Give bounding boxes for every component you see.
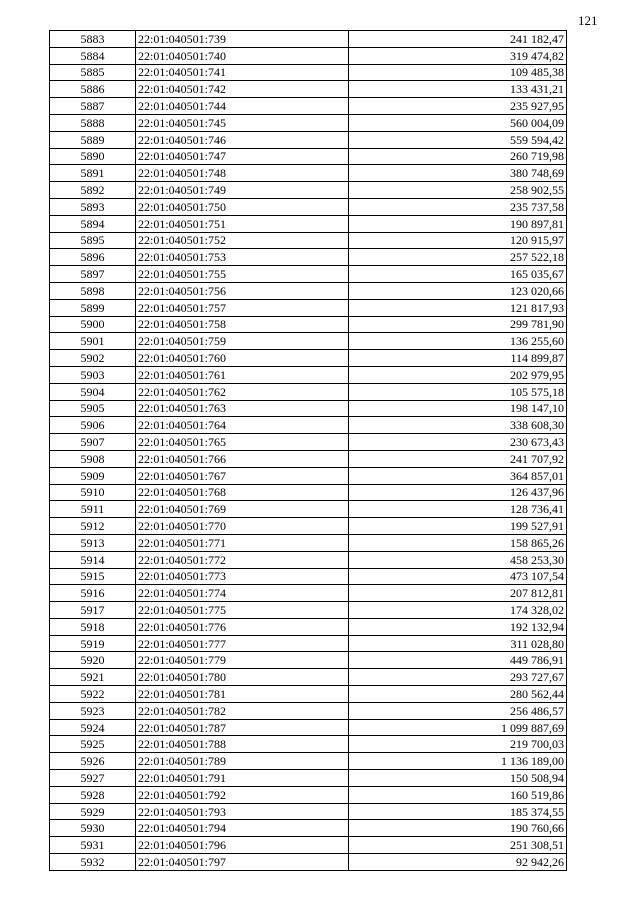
row-number-cell: 5926	[50, 753, 136, 770]
cadastral-number-cell: 22:01:040501:768	[136, 484, 349, 501]
table-row	[50, 669, 567, 686]
table-row	[50, 534, 567, 551]
row-number-cell: 5889	[50, 131, 136, 148]
cadastral-value-cell: 192 132,94	[349, 618, 567, 635]
cadastral-number-cell: 22:01:040501:764	[136, 417, 349, 434]
row-number-cell: 5906	[50, 417, 136, 434]
cadastral-number-cell: 22:01:040501:755	[136, 266, 349, 283]
cadastral-number-cell: 22:01:040501:792	[136, 786, 349, 803]
cadastral-number-cell: 22:01:040501:772	[136, 551, 349, 568]
cadastral-value-cell: 174 328,02	[349, 602, 567, 619]
cadastral-number-cell: 22:01:040501:769	[136, 501, 349, 518]
row-number-cell: 5905	[50, 400, 136, 417]
cadastral-value-cell: 241 182,47	[349, 31, 567, 48]
cadastral-number-cell: 22:01:040501:741	[136, 64, 349, 81]
cadastral-number-cell: 22:01:040501:775	[136, 602, 349, 619]
row-number-cell: 5914	[50, 551, 136, 568]
row-number-cell: 5886	[50, 81, 136, 98]
table-row	[50, 316, 567, 333]
cadastral-number-cell: 22:01:040501:794	[136, 820, 349, 837]
cadastral-number-cell: 22:01:040501:747	[136, 148, 349, 165]
row-number-cell: 5895	[50, 232, 136, 249]
cadastral-value-cell: 123 020,66	[349, 282, 567, 299]
table-row	[50, 165, 567, 182]
row-number-cell: 5920	[50, 652, 136, 669]
row-number-cell: 5925	[50, 736, 136, 753]
cadastral-value-cell: 160 519,86	[349, 786, 567, 803]
cadastral-number-cell: 22:01:040501:791	[136, 770, 349, 787]
cadastral-value-cell: 121 817,93	[349, 299, 567, 316]
cadastral-value-cell: 190 760,66	[349, 820, 567, 837]
cadastral-value-cell: 559 594,42	[349, 131, 567, 148]
cadastral-value-cell: 92 942,26	[349, 854, 567, 871]
cadastral-number-cell: 22:01:040501:745	[136, 114, 349, 131]
row-number-cell: 5894	[50, 215, 136, 232]
cadastral-value-cell: 219 700,03	[349, 736, 567, 753]
cadastral-value-cell: 258 902,55	[349, 182, 567, 199]
table-body	[50, 31, 567, 871]
cadastral-value-cell: 293 727,67	[349, 669, 567, 686]
cadastral-value-cell: 364 857,01	[349, 467, 567, 484]
row-number-cell: 5884	[50, 47, 136, 64]
cadastral-number-cell: 22:01:040501:788	[136, 736, 349, 753]
cadastral-number-cell: 22:01:040501:765	[136, 434, 349, 451]
table-row	[50, 383, 567, 400]
table-row	[50, 114, 567, 131]
cadastral-number-cell: 22:01:040501:760	[136, 350, 349, 367]
cadastral-number-cell: 22:01:040501:773	[136, 568, 349, 585]
cadastral-number-cell: 22:01:040501:767	[136, 467, 349, 484]
cadastral-number-cell: 22:01:040501:758	[136, 316, 349, 333]
cadastral-number-cell: 22:01:040501:793	[136, 803, 349, 820]
row-number-cell: 5931	[50, 837, 136, 854]
table-row	[50, 786, 567, 803]
table-row	[50, 434, 567, 451]
table-row	[50, 350, 567, 367]
table-row	[50, 501, 567, 518]
cadastral-value-cell: 150 508,94	[349, 770, 567, 787]
row-number-cell: 5896	[50, 249, 136, 266]
row-number-cell: 5915	[50, 568, 136, 585]
row-number-cell: 5922	[50, 686, 136, 703]
cadastral-number-cell: 22:01:040501:756	[136, 282, 349, 299]
cadastral-value-cell: 260 719,98	[349, 148, 567, 165]
table-row	[50, 484, 567, 501]
table-row	[50, 215, 567, 232]
table-row	[50, 770, 567, 787]
cadastral-number-cell: 22:01:040501:751	[136, 215, 349, 232]
row-number-cell: 5927	[50, 770, 136, 787]
cadastral-number-cell: 22:01:040501:796	[136, 837, 349, 854]
cadastral-number-cell: 22:01:040501:774	[136, 585, 349, 602]
table-row	[50, 182, 567, 199]
row-number-cell: 5913	[50, 534, 136, 551]
table-row	[50, 518, 567, 535]
cadastral-number-cell: 22:01:040501:776	[136, 618, 349, 635]
cadastral-number-cell: 22:01:040501:763	[136, 400, 349, 417]
row-number-cell: 5911	[50, 501, 136, 518]
table-row	[50, 266, 567, 283]
row-number-cell: 5885	[50, 64, 136, 81]
table-row	[50, 820, 567, 837]
table-row	[50, 198, 567, 215]
table-row	[50, 64, 567, 81]
cadastral-value-cell: 120 915,97	[349, 232, 567, 249]
row-number-cell: 5912	[50, 518, 136, 535]
row-number-cell: 5919	[50, 635, 136, 652]
cadastral-number-cell: 22:01:040501:752	[136, 232, 349, 249]
cadastral-value-cell: 241 707,92	[349, 450, 567, 467]
cadastral-value-cell: 158 865,26	[349, 534, 567, 551]
cadastral-value-cell: 128 736,41	[349, 501, 567, 518]
cadastral-number-cell: 22:01:040501:789	[136, 753, 349, 770]
row-number-cell: 5898	[50, 282, 136, 299]
cadastral-value-cell: 109 485,38	[349, 64, 567, 81]
cadastral-value-cell: 251 308,51	[349, 837, 567, 854]
cadastral-number-cell: 22:01:040501:740	[136, 47, 349, 64]
cadastral-number-cell: 22:01:040501:742	[136, 81, 349, 98]
row-number-cell: 5900	[50, 316, 136, 333]
cadastral-value-cell: 1 099 887,69	[349, 719, 567, 736]
cadastral-number-cell: 22:01:040501:746	[136, 131, 349, 148]
row-number-cell: 5893	[50, 198, 136, 215]
cadastral-number-cell: 22:01:040501:777	[136, 635, 349, 652]
cadastral-number-cell: 22:01:040501:782	[136, 702, 349, 719]
cadastral-number-cell: 22:01:040501:750	[136, 198, 349, 215]
table-row	[50, 232, 567, 249]
table-row	[50, 652, 567, 669]
cadastral-value-cell: 257 522,18	[349, 249, 567, 266]
row-number-cell: 5890	[50, 148, 136, 165]
cadastral-value-cell: 473 107,54	[349, 568, 567, 585]
cadastral-value-cell: 207 812,81	[349, 585, 567, 602]
cadastral-value-cell: 114 899,87	[349, 350, 567, 367]
table-row	[50, 719, 567, 736]
cadastral-value-cell: 299 781,90	[349, 316, 567, 333]
cadastral-value-cell: 449 786,91	[349, 652, 567, 669]
table-row	[50, 635, 567, 652]
cadastral-number-cell: 22:01:040501:770	[136, 518, 349, 535]
cadastral-number-cell: 22:01:040501:759	[136, 333, 349, 350]
row-number-cell: 5887	[50, 98, 136, 115]
cadastral-number-cell: 22:01:040501:766	[136, 450, 349, 467]
row-number-cell: 5901	[50, 333, 136, 350]
table-row	[50, 417, 567, 434]
row-number-cell: 5899	[50, 299, 136, 316]
table-row	[50, 148, 567, 165]
table-row	[50, 854, 567, 871]
cadastral-number-cell: 22:01:040501:753	[136, 249, 349, 266]
row-number-cell: 5921	[50, 669, 136, 686]
cadastral-value-cell: 133 431,21	[349, 81, 567, 98]
cadastral-number-cell: 22:01:040501:762	[136, 383, 349, 400]
cadastral-value-cell: 198 147,10	[349, 400, 567, 417]
row-number-cell: 5923	[50, 702, 136, 719]
table-row	[50, 31, 567, 48]
cadastral-value-cell: 230 673,43	[349, 434, 567, 451]
row-number-cell: 5891	[50, 165, 136, 182]
table-row	[50, 131, 567, 148]
cadastral-value-cell: 338 608,30	[349, 417, 567, 434]
cadastral-number-cell: 22:01:040501:787	[136, 719, 349, 736]
cadastral-value-cell: 190 897,81	[349, 215, 567, 232]
cadastral-value-cell: 126 437,96	[349, 484, 567, 501]
table-row	[50, 551, 567, 568]
cadastral-number-cell: 22:01:040501:757	[136, 299, 349, 316]
table-row	[50, 47, 567, 64]
cadastral-value-cell: 256 486,57	[349, 702, 567, 719]
row-number-cell: 5929	[50, 803, 136, 820]
cadastral-value-cell: 185 374,55	[349, 803, 567, 820]
table-row	[50, 282, 567, 299]
page-number: 121	[578, 13, 598, 28]
table-row	[50, 585, 567, 602]
row-number-cell: 5897	[50, 266, 136, 283]
row-number-cell: 5909	[50, 467, 136, 484]
cadastral-value-cell: 136 255,60	[349, 333, 567, 350]
row-number-cell: 5930	[50, 820, 136, 837]
cadastral-number-cell: 22:01:040501:771	[136, 534, 349, 551]
cadastral-value-cell: 311 028,80	[349, 635, 567, 652]
row-number-cell: 5892	[50, 182, 136, 199]
cadastral-number-cell: 22:01:040501:761	[136, 366, 349, 383]
cadastral-number-cell: 22:01:040501:779	[136, 652, 349, 669]
table-row	[50, 803, 567, 820]
table-row	[50, 81, 567, 98]
cadastral-value-cell: 105 575,18	[349, 383, 567, 400]
table-row	[50, 333, 567, 350]
cadastral-value-cell: 235 737,58	[349, 198, 567, 215]
cadastral-number-cell: 22:01:040501:780	[136, 669, 349, 686]
row-number-cell: 5924	[50, 719, 136, 736]
row-number-cell: 5903	[50, 366, 136, 383]
row-number-cell: 5907	[50, 434, 136, 451]
table-row	[50, 702, 567, 719]
cadastral-number-cell: 22:01:040501:744	[136, 98, 349, 115]
cadastral-value-cell: 202 979,95	[349, 366, 567, 383]
table-row	[50, 98, 567, 115]
row-number-cell: 5910	[50, 484, 136, 501]
table-row	[50, 686, 567, 703]
cadastral-number-cell: 22:01:040501:739	[136, 31, 349, 48]
cadastral-value-cell: 380 748,69	[349, 165, 567, 182]
table-row	[50, 568, 567, 585]
row-number-cell: 5928	[50, 786, 136, 803]
cadastral-value-cell: 280 562,44	[349, 686, 567, 703]
row-number-cell: 5883	[50, 31, 136, 48]
table-row	[50, 736, 567, 753]
cadastral-value-cell: 560 004,09	[349, 114, 567, 131]
table-row	[50, 602, 567, 619]
cadastral-number-cell: 22:01:040501:781	[136, 686, 349, 703]
table-row	[50, 299, 567, 316]
row-number-cell: 5917	[50, 602, 136, 619]
row-number-cell: 5888	[50, 114, 136, 131]
table-row	[50, 467, 567, 484]
row-number-cell: 5916	[50, 585, 136, 602]
cadastral-value-cell: 165 035,67	[349, 266, 567, 283]
cadastral-value-cell: 199 527,91	[349, 518, 567, 535]
table-row	[50, 400, 567, 417]
row-number-cell: 5932	[50, 854, 136, 871]
cadastral-number-cell: 22:01:040501:749	[136, 182, 349, 199]
cadastral-value-table	[49, 30, 567, 871]
cadastral-number-cell: 22:01:040501:748	[136, 165, 349, 182]
table-row	[50, 618, 567, 635]
cadastral-value-cell: 235 927,95	[349, 98, 567, 115]
row-number-cell: 5918	[50, 618, 136, 635]
table-row	[50, 366, 567, 383]
cadastral-value-cell: 458 253,30	[349, 551, 567, 568]
cadastral-value-cell: 1 136 189,00	[349, 753, 567, 770]
table-row	[50, 249, 567, 266]
cadastral-number-cell: 22:01:040501:797	[136, 854, 349, 871]
cadastral-value-cell: 319 474,82	[349, 47, 567, 64]
row-number-cell: 5908	[50, 450, 136, 467]
table-row	[50, 450, 567, 467]
row-number-cell: 5902	[50, 350, 136, 367]
row-number-cell: 5904	[50, 383, 136, 400]
table-row	[50, 753, 567, 770]
table-row	[50, 837, 567, 854]
